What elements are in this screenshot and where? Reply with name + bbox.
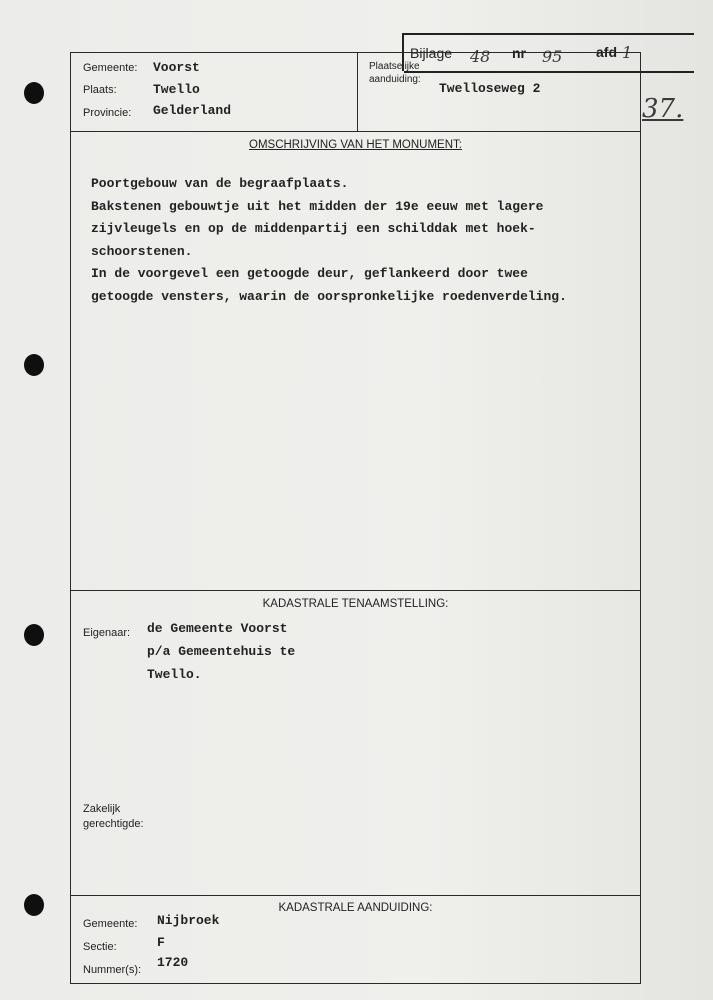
zakelijk-label: Zakelijk: [83, 803, 121, 815]
punch-hole: [24, 894, 44, 916]
eigenaar-line: Twello.: [147, 667, 202, 682]
nummer-label: Nummer(s):: [83, 964, 142, 976]
monument-form: [70, 52, 641, 984]
gerechtigde-label: gerechtigde:: [83, 818, 144, 830]
description-line: getoogde vensters, waarin de oorspronkelijke roedenverdeling.: [91, 288, 567, 304]
kad-gemeente-label: Gemeente:: [83, 918, 138, 930]
gemeente-label: Gemeente:: [83, 62, 138, 74]
nr-label: nr: [512, 45, 526, 61]
page-number: 37.: [642, 94, 684, 124]
divider: [71, 590, 640, 591]
aanduiding-heading: KADASTRALE AANDUIDING:: [278, 902, 433, 914]
eigenaar-label: Eigenaar:: [83, 627, 131, 639]
plaats-label: Plaats:: [83, 84, 117, 96]
header-divider: [357, 53, 358, 131]
nr-value: 95: [542, 47, 563, 66]
bijlage-value: 48: [470, 47, 491, 66]
description-line: zijvleugels en op de middenpartij een schilddak met hoek-: [91, 221, 536, 236]
aanduiding-label: aanduiding:: [369, 74, 421, 85]
afd-value: 1: [622, 43, 633, 62]
nummer-value: 1720: [157, 955, 189, 970]
eigenaar-line: de Gemeente Voorst: [147, 621, 288, 636]
gemeente-value: Voorst: [153, 60, 200, 75]
divider: [71, 895, 640, 896]
afd-label: afd: [596, 44, 617, 60]
aanduiding-value: Twelloseweg 2: [439, 81, 541, 96]
plaatselijke-label: Plaatselijke: [369, 61, 420, 72]
monument-description: [91, 173, 567, 308]
omschrijving-heading: OMSCHRIJVING VAN HET MONUMENT:: [249, 139, 462, 151]
description-line: In de voorgevel een getoogde deur, geflankeerd door twee: [91, 266, 528, 281]
description-line: Poortgebouw van de begraafplaats.: [91, 176, 349, 191]
provincie-label: Provincie:: [83, 107, 132, 119]
sectie-label: Sectie:: [83, 941, 117, 953]
divider: [71, 131, 640, 132]
sectie-value: F: [157, 935, 165, 950]
plaats-value: Twello: [153, 82, 200, 97]
punch-hole: [24, 82, 44, 104]
bijlage-label: Bijlage: [410, 45, 453, 61]
eigenaar-value: [147, 617, 295, 686]
eigenaar-line: p/a Gemeentehuis te: [147, 644, 296, 659]
description-line: Bakstenen gebouwtje uit het midden der 19e eeuw met lagere: [91, 198, 544, 214]
kad-gemeente-value: Nijbroek: [157, 913, 220, 928]
punch-hole: [24, 354, 44, 376]
tenaamstelling-heading: KADASTRALE TENAAMSTELLING:: [262, 598, 449, 610]
punch-hole: [24, 624, 44, 646]
description-line: schoorstenen.: [91, 243, 193, 259]
provincie-value: Gelderland: [153, 103, 232, 118]
